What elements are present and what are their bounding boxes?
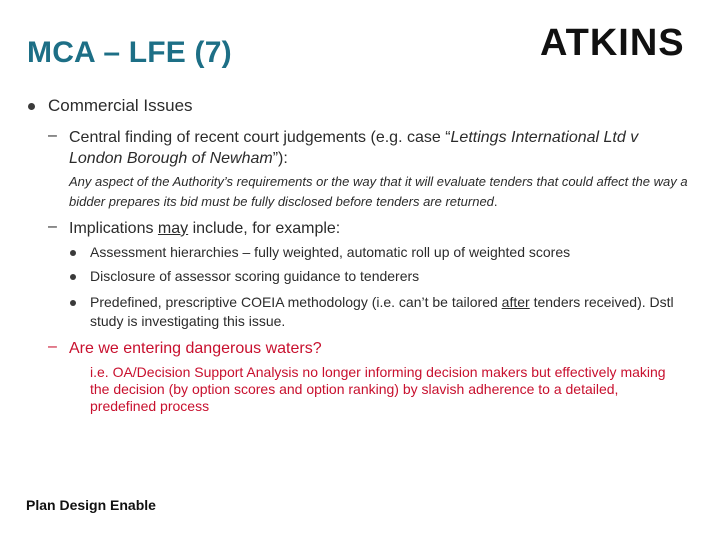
item3-end: tenders received). Dstl study is investigating this issue. <box>90 294 674 329</box>
implication-item: Assessment hierarchies – fully weighted, automatic roll up of weighted scores <box>90 244 571 260</box>
sub-central-finding <box>69 127 689 169</box>
quote-text <box>69 172 689 212</box>
implication-item <box>90 293 690 331</box>
bullet-commercial-issues: Commercial Issues <box>48 96 193 115</box>
dash-icon: – <box>48 338 57 355</box>
sub-implications <box>69 218 340 239</box>
quote-period: . <box>493 194 498 209</box>
quote-body: Any aspect of the Authority’s requirements or the way that it will evaluate tenders that could affect the way a bidder prepares its bid must be fully disclosed before tenders are returned <box>69 174 688 209</box>
dash-icon: – <box>48 127 57 144</box>
dash-icon: – <box>48 218 57 235</box>
bullet-icon <box>70 274 76 280</box>
dangerous-waters-detail: i.e. OA/Decision Support Analysis no longer informing decision makers but effectively making the decision (by option scores and option ranking) by slavish adherence to a detailed, predefined process <box>90 364 666 414</box>
dangerous-waters-question: Are we entering dangerous waters? <box>69 340 322 357</box>
implication-item: Disclosure of assessor scoring guidance to tenderers <box>90 268 420 284</box>
central-finding-text: Central finding of recent court judgements (e.g. case “ <box>69 129 451 146</box>
central-finding-end: ”): <box>272 150 288 167</box>
bullet-icon <box>70 250 76 256</box>
bullet-icon <box>70 300 76 306</box>
item3-after: after <box>501 294 530 310</box>
case-name: Lettings International Ltd v London Borough of Newham <box>69 129 639 167</box>
atkins-logo-text: ATKINS <box>540 22 685 60</box>
implications-text: Implications <box>69 220 158 237</box>
footer-tagline: Plan Design Enable <box>26 497 156 513</box>
bullet-icon <box>28 103 35 110</box>
item3-text: Predefined, prescriptive COEIA methodology (i.e. can’t be tailored <box>90 294 502 310</box>
implications-end: include, for example: <box>188 220 341 237</box>
atkins-logo <box>540 22 696 60</box>
implications-may: may <box>157 220 189 237</box>
slide-title: MCA – LFE (7) <box>27 36 232 69</box>
